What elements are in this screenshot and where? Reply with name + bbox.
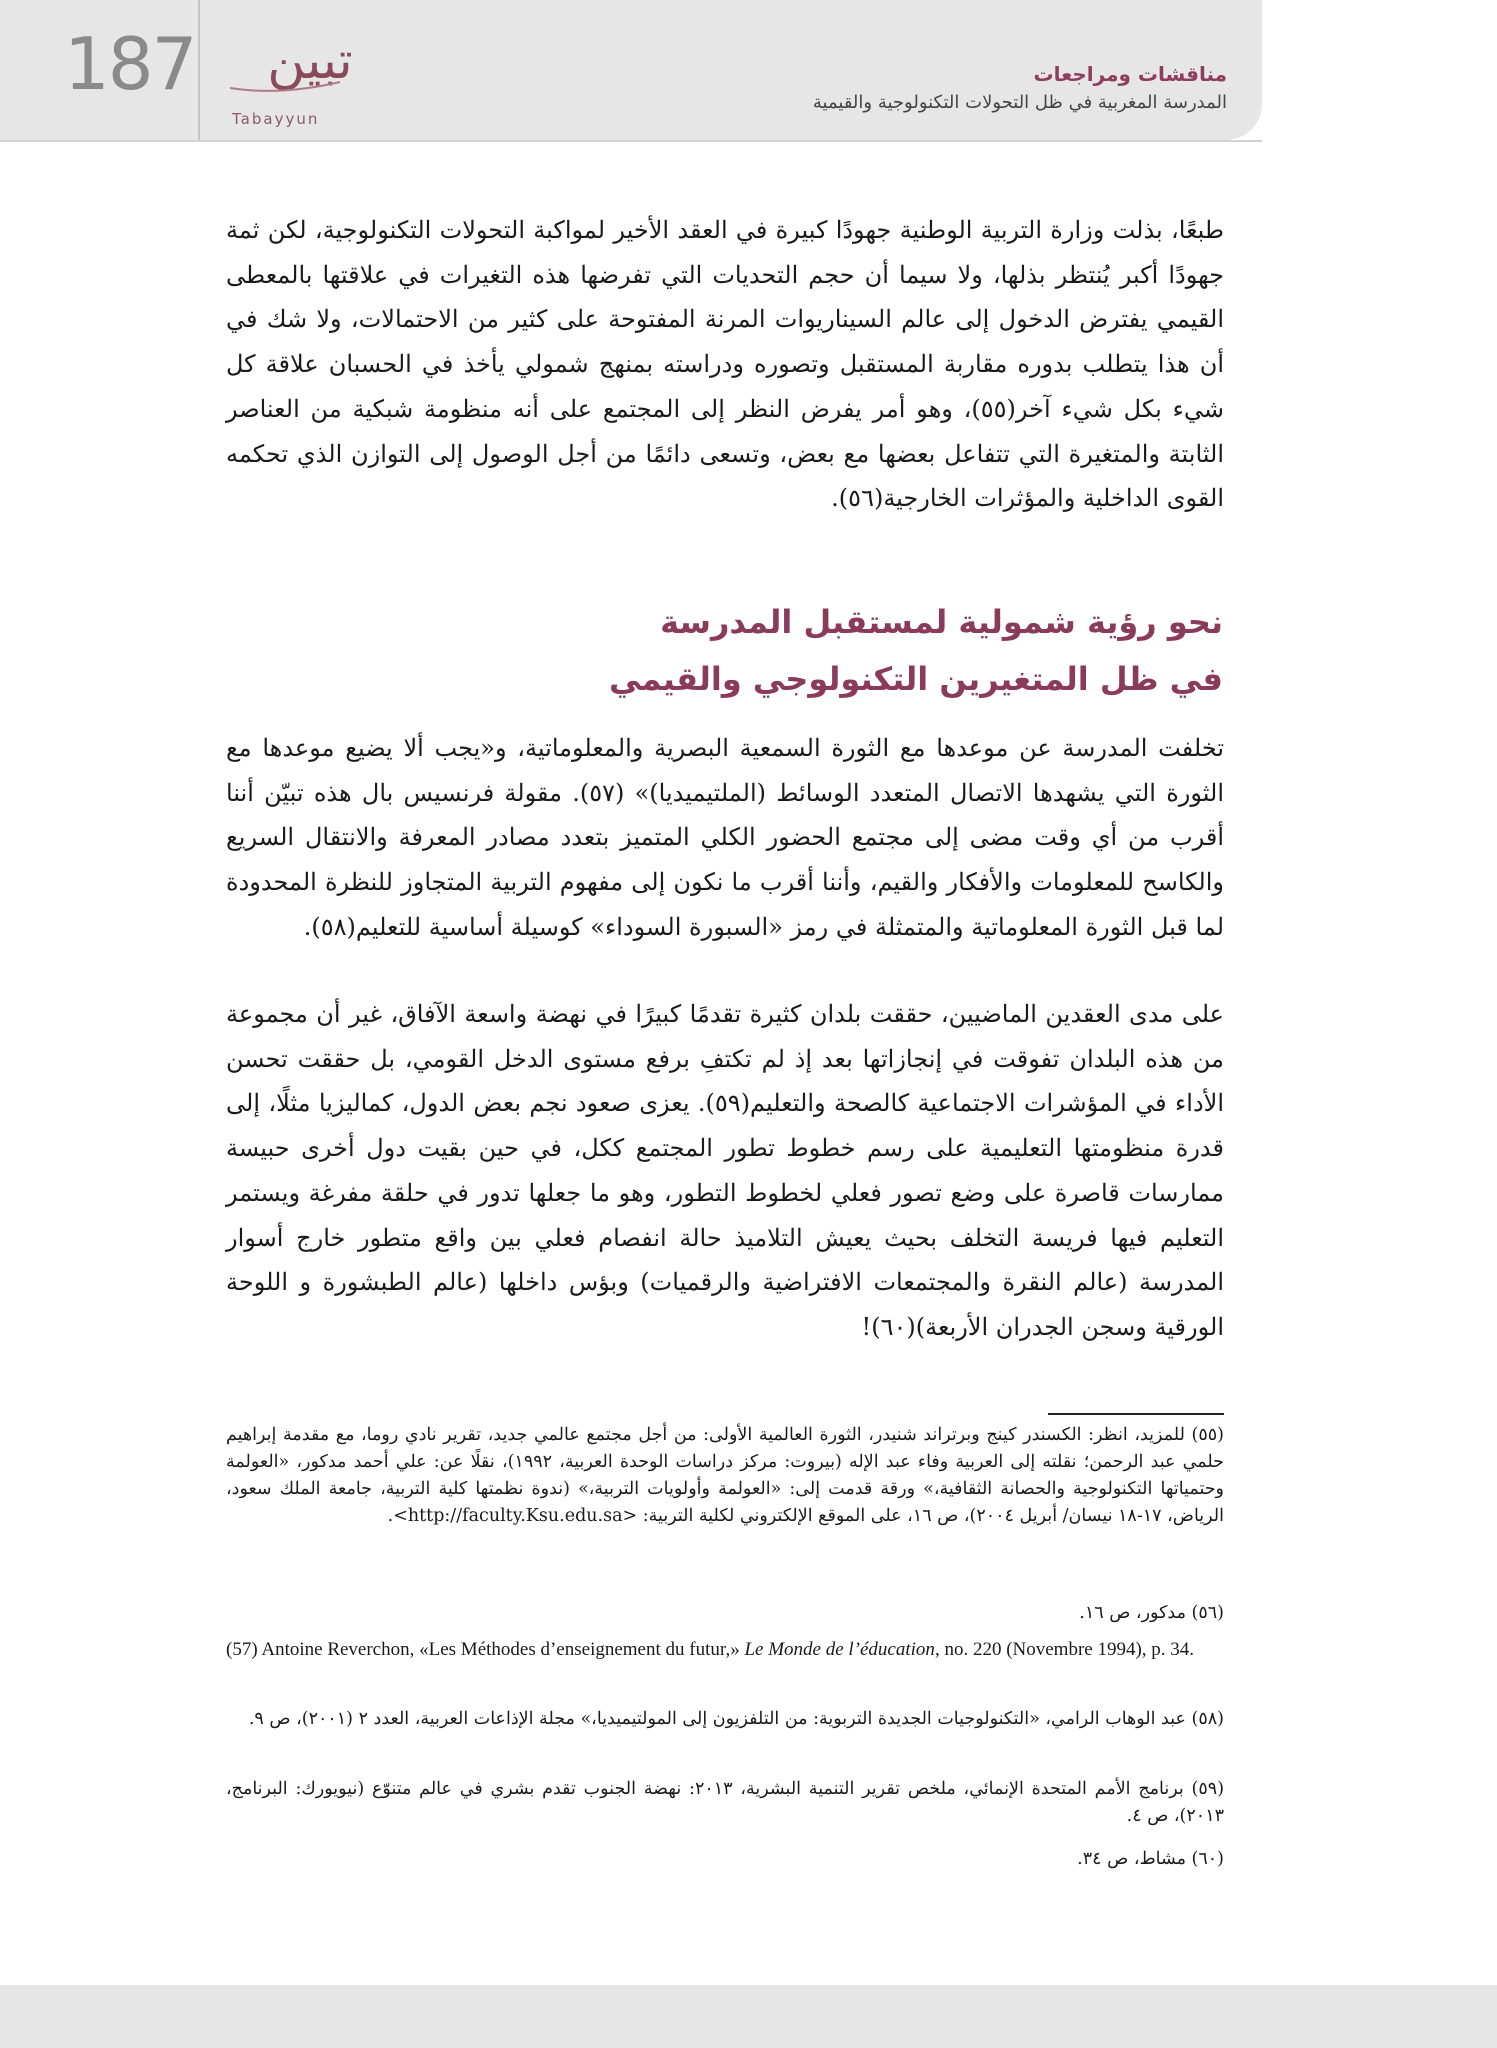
footnote-58: (٥٨) عبد الوهاب الرامي، «التكنولوجيات الجديدة التربوية: من التلفزيون إلى المولتيميديا،» مجلة الإذاعات العربية، العدد ٢ (٢٠٠١)، ص ٩. [248,1709,1224,1729]
tabayyun-logo [210,30,400,130]
page-number: 187 [64,22,196,106]
header-divider [198,0,200,140]
footnote-60: (٦٠) مشاط، ص ٣٤. [1077,1849,1224,1869]
logo-calligraphy-icon [220,30,400,108]
body-paragraph-2: تخلفت المدرسة عن موعدها مع الثورة السمعية البصرية والمعلوماتية، و«يجب ألا يضيع موعدها مع الثورة التي يشهدها الاتصال المتعدد الوسائط (الملتيميديا)» (٥٧). مقولة فرنسيس بال هذه تبيّن أننا أقرب من أي وقت مضى إلى مجتمع الحضور الكلي المتميز بتعدد مصادر المعرفة والانتقال السريع والكاسح للمعلومات والأفكار والقيم، وأننا أقرب ما نكون إلى مفهوم التربية المتجاوز للنظرة المحدودة لما قبل الثورة المعلوماتية والمتمثلة في رمز «السبورة السوداء» كوسيلة أساسية للتعليم(٥٨). [226,734,1225,941]
footnote-57-journal: Le Monde de l’éducation [744,1639,935,1660]
body-paragraph-3: على مدى العقدين الماضيين، حققت بلدان كثيرة تقدمًا كبيرًا في نهضة واسعة الآفاق، غير أن مجموعة من هذه البلدان تفوقت في إنجازاتها بعد إذ لم تكتفِ برفع مستوى الدخل القومي، بل حققت تحسن الأداء في المؤشرات الاجتماعية كالصحة والتعليم(٥٩). يعزى صعود نجم بعض الدول، كماليزيا مثلًا، إلى قدرة منظومتها التعليمية على رسم خطوط تطور المجتمع ككل، في حين بقيت دول أخرى حبيسة ممارسات قاصرة على وضع تصور فعلي لخطوط التطور، وهو ما جعلها تدور في حلقة مفرغة ويستمر التعليم فيها فريسة التخلف بحيث يعيش التلاميذ حالة انفصام فعلي بين واقع متطور خارج أسوار المدرسة (عالم النقرة والمجتمعات الافتراضية والرقميات) وبؤس داخلها (عالم الطبشورة و اللوحة الورقية وسجن الجدران الأربعة)(٦٠)! [226,1000,1225,1341]
section-title: مناقشات ومراجعات [1033,62,1227,86]
section-heading-line-2: في ظل المتغيرين التكنولوجي والقيمي [608,660,1223,698]
section-heading-line-1: نحو رؤية شمولية لمستقبل المدرسة [660,603,1223,641]
body-paragraph-1: طبعًا، بذلت وزارة التربية الوطنية جهودًا كبيرة في العقد الأخير لمواكبة التحولات التكنولوجية، لكن ثمة جهودًا أكبر يُنتظر بذلها، ولا سيما أن حجم التحديات التي تفرضها هذه التغيرات في علاقتها بالمعطى القيمي يفترض الدخول إلى عالم السيناريوات المرنة المفتوحة على كثير من الاحتمالات، ولا شك في أن هذا يتطلب بدوره مقاربة المستقبل وتصوره ودراسته بمنهج شمولي يأخذ في الحسبان علاقة كل شيء بكل شيء آخر(٥٥)، وهو أمر يفرض النظر إلى المجتمع على أنه منظومة شبكية من العناصر الثابتة والمتغيرة التي تتفاعل بعضها مع بعض، وتسعى دائمًا من أجل الوصول إلى التوازن الذي تحكمه القوى الداخلية والمؤثرات الخارجية(٥٦). [226,216,1225,513]
section-subtitle: المدرسة المغربية في ظل التحولات التكنولوجية والقيمية [812,92,1227,113]
footnote-55: (٥٥) للمزيد، انظر: الكسندر كينج وبرتراند شنيدر، الثورة العالمية الأولى: من أجل مجتمع عالمي جديد، تقرير نادي روما، مع مقدمة إبراهيم حلمي عبد الرحمن؛ نقلته إلى العربية وفاء عبد الإله (بيروت: مركز دراسات الوحدة العربية، ١٩٩٢)، نقلًا عن: علي أحمد مدكور، «العولمة وحتمياتها التكنولوجية والحصانة الثقافية،» ورقة قدمت إلى: «العولمة وأولويات التربية،» (ندوة نظمتها كلية التربية، جامعة الملك سعود، الرياض، ١٧-١٨ نيسان/ أبريل ٢٠٠٤)، ص ١٦، على الموقع الإلكتروني لكلية التربية: <http://faculty.Ksu.edu.sa>. [226,1425,1224,1526]
footer-bar [0,1985,1497,2048]
footnote-57 [226,1636,1224,1663]
footnote-separator [1048,1413,1224,1415]
footnote-59: (٥٩) برنامج الأمم المتحدة الإنمائي، ملخص تقرير التنمية البشرية، ٢٠١٣: نهضة الجنوب تقدم بشري في عالم متنوّع (نيويورك: البرنامج، ٢٠١٣)، ص ٤. [226,1779,1225,1826]
header-underline [0,140,1262,142]
logo-arabic-mark: تبين [267,31,353,91]
footnote-57-suffix: , no. 220 (Novembre 1994), p. 34. [934,1639,1195,1660]
footnote-57-prefix: (57) Antoine Reverchon, «Les Méthodes d’enseignement du futur,» [226,1639,745,1660]
footnote-56: (٥٦) مدكور، ص ١٦. [1079,1603,1224,1623]
logo-text: Tabayyun [232,110,320,128]
